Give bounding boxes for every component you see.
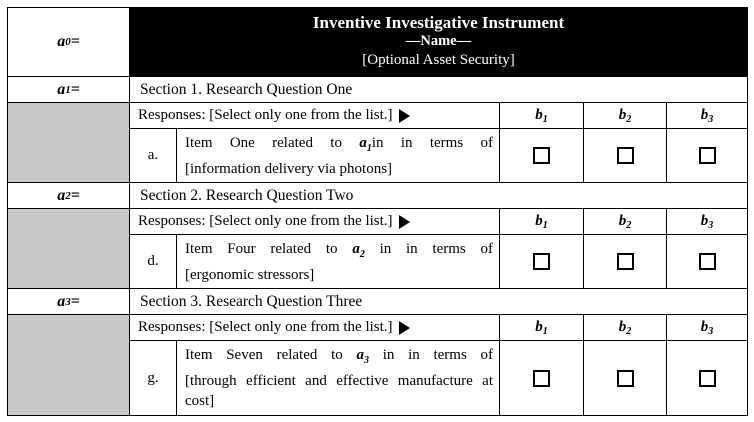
gray-spacer-cell	[7, 102, 130, 183]
choice-header-b2: b $_2$	[583, 314, 667, 341]
item-index: a.	[129, 128, 177, 183]
section-title: Section 1. Research Question One	[129, 76, 748, 103]
section-title: Section 2. Research Question Two	[129, 182, 748, 209]
choice-header-b3: b $_3$	[666, 102, 748, 129]
section-var-equals: =	[70, 292, 80, 310]
item-text-rest: [information delivery via photons]	[185, 161, 393, 177]
gray-spacer-cell	[7, 314, 130, 416]
play-triangle-icon	[399, 321, 410, 335]
instrument-title: Inventive Investigative Instrument	[312, 13, 565, 32]
choice-header-b1: b $_1$	[499, 208, 584, 235]
checkbox-cell-b3	[666, 340, 748, 416]
item-text-rest: [ergonomic stressors]	[185, 267, 315, 283]
response-checkbox[interactable]	[699, 147, 716, 164]
section-var-equals: =	[70, 186, 80, 204]
instrument-table	[7, 7, 748, 416]
item-text-cell: Item Four related to $a_2$ in in terms of [ergonomic stressors]	[176, 234, 500, 289]
checkbox-cell-b2	[583, 340, 667, 416]
a0-label-cell	[7, 7, 130, 77]
responses-label-cell	[129, 102, 500, 129]
item-text-pre: Item One related to	[185, 135, 342, 151]
instrument-header	[129, 7, 748, 77]
choice-header-b3: b $_3$	[666, 208, 748, 235]
section-var-letter: a	[57, 292, 66, 310]
response-checkbox[interactable]	[617, 253, 634, 270]
play-triangle-icon	[399, 215, 410, 229]
choice-header-b1: b $_1$	[499, 102, 584, 129]
section-var-letter: a	[57, 80, 66, 98]
section-var-subscript: 1	[65, 83, 71, 96]
response-checkbox[interactable]	[617, 370, 634, 387]
responses-label: Responses: [Select only one from the list.]	[138, 319, 393, 335]
item-text-cell: Item Seven related to $a_3$ in in terms of [through efficient and effective manufacture at cost]	[176, 340, 500, 416]
response-checkbox[interactable]	[533, 253, 550, 270]
section-title: Section 3. Research Question Three	[129, 288, 748, 315]
instrument-name-line: —Name—	[405, 33, 472, 49]
response-checkbox[interactable]	[533, 147, 550, 164]
choice-header-b1: b $_1$	[499, 314, 584, 341]
checkbox-cell-b1	[499, 340, 584, 416]
item-text-cell: Item One related to $a_1in$ in terms of [information delivery via photons]	[176, 128, 500, 183]
item-text-post: in terms of	[406, 241, 494, 257]
section-var-cell	[7, 182, 130, 209]
checkbox-cell-b1	[499, 234, 584, 289]
item-index: g.	[129, 340, 177, 416]
section-var-subscript: 3	[65, 295, 71, 308]
checkbox-cell-b2	[583, 128, 667, 183]
instrument-security-line: [Optional Asset Security]	[362, 52, 515, 68]
item-variable: $a_1$	[359, 135, 372, 154]
checkbox-cell-b3	[666, 234, 748, 289]
play-triangle-icon	[399, 109, 410, 123]
section-var-subscript: 2	[65, 189, 71, 202]
choice-header-b3: b $_3$	[666, 314, 748, 341]
response-checkbox[interactable]	[617, 147, 634, 164]
responses-label-cell	[129, 314, 500, 341]
a0-subscript: 0	[65, 36, 71, 48]
checkbox-cell-b3	[666, 128, 748, 183]
item-text-pre: Item Four related to	[185, 241, 338, 257]
responses-label-cell	[129, 208, 500, 235]
item-text-rest: [through efficient and effective manufacture at cost]	[185, 373, 493, 409]
checkbox-cell-b2	[583, 234, 667, 289]
response-checkbox[interactable]	[699, 253, 716, 270]
response-checkbox[interactable]	[699, 370, 716, 387]
section-var-cell	[7, 76, 130, 103]
choice-header-b2: b $_2$	[583, 102, 667, 129]
responses-label: Responses: [Select only one from the list.]	[138, 213, 393, 229]
checkbox-cell-b1	[499, 128, 584, 183]
a0-equals: =	[70, 33, 80, 50]
gray-spacer-cell	[7, 208, 130, 289]
item-text-pre: Item Seven related to	[185, 347, 343, 363]
section-var-cell	[7, 288, 130, 315]
item-variable: $a_2$	[352, 241, 365, 260]
item-variable: $a_3$	[356, 347, 369, 366]
item-text-post: in terms of	[400, 135, 493, 151]
a0-letter: a	[57, 33, 66, 50]
item-text-post: in terms of	[408, 347, 493, 363]
choice-header-b2: b $_2$	[583, 208, 667, 235]
item-index: d.	[129, 234, 177, 289]
responses-label: Responses: [Select only one from the list.]	[138, 107, 393, 123]
section-var-equals: =	[70, 80, 80, 98]
response-checkbox[interactable]	[533, 370, 550, 387]
section-var-letter: a	[57, 186, 66, 204]
